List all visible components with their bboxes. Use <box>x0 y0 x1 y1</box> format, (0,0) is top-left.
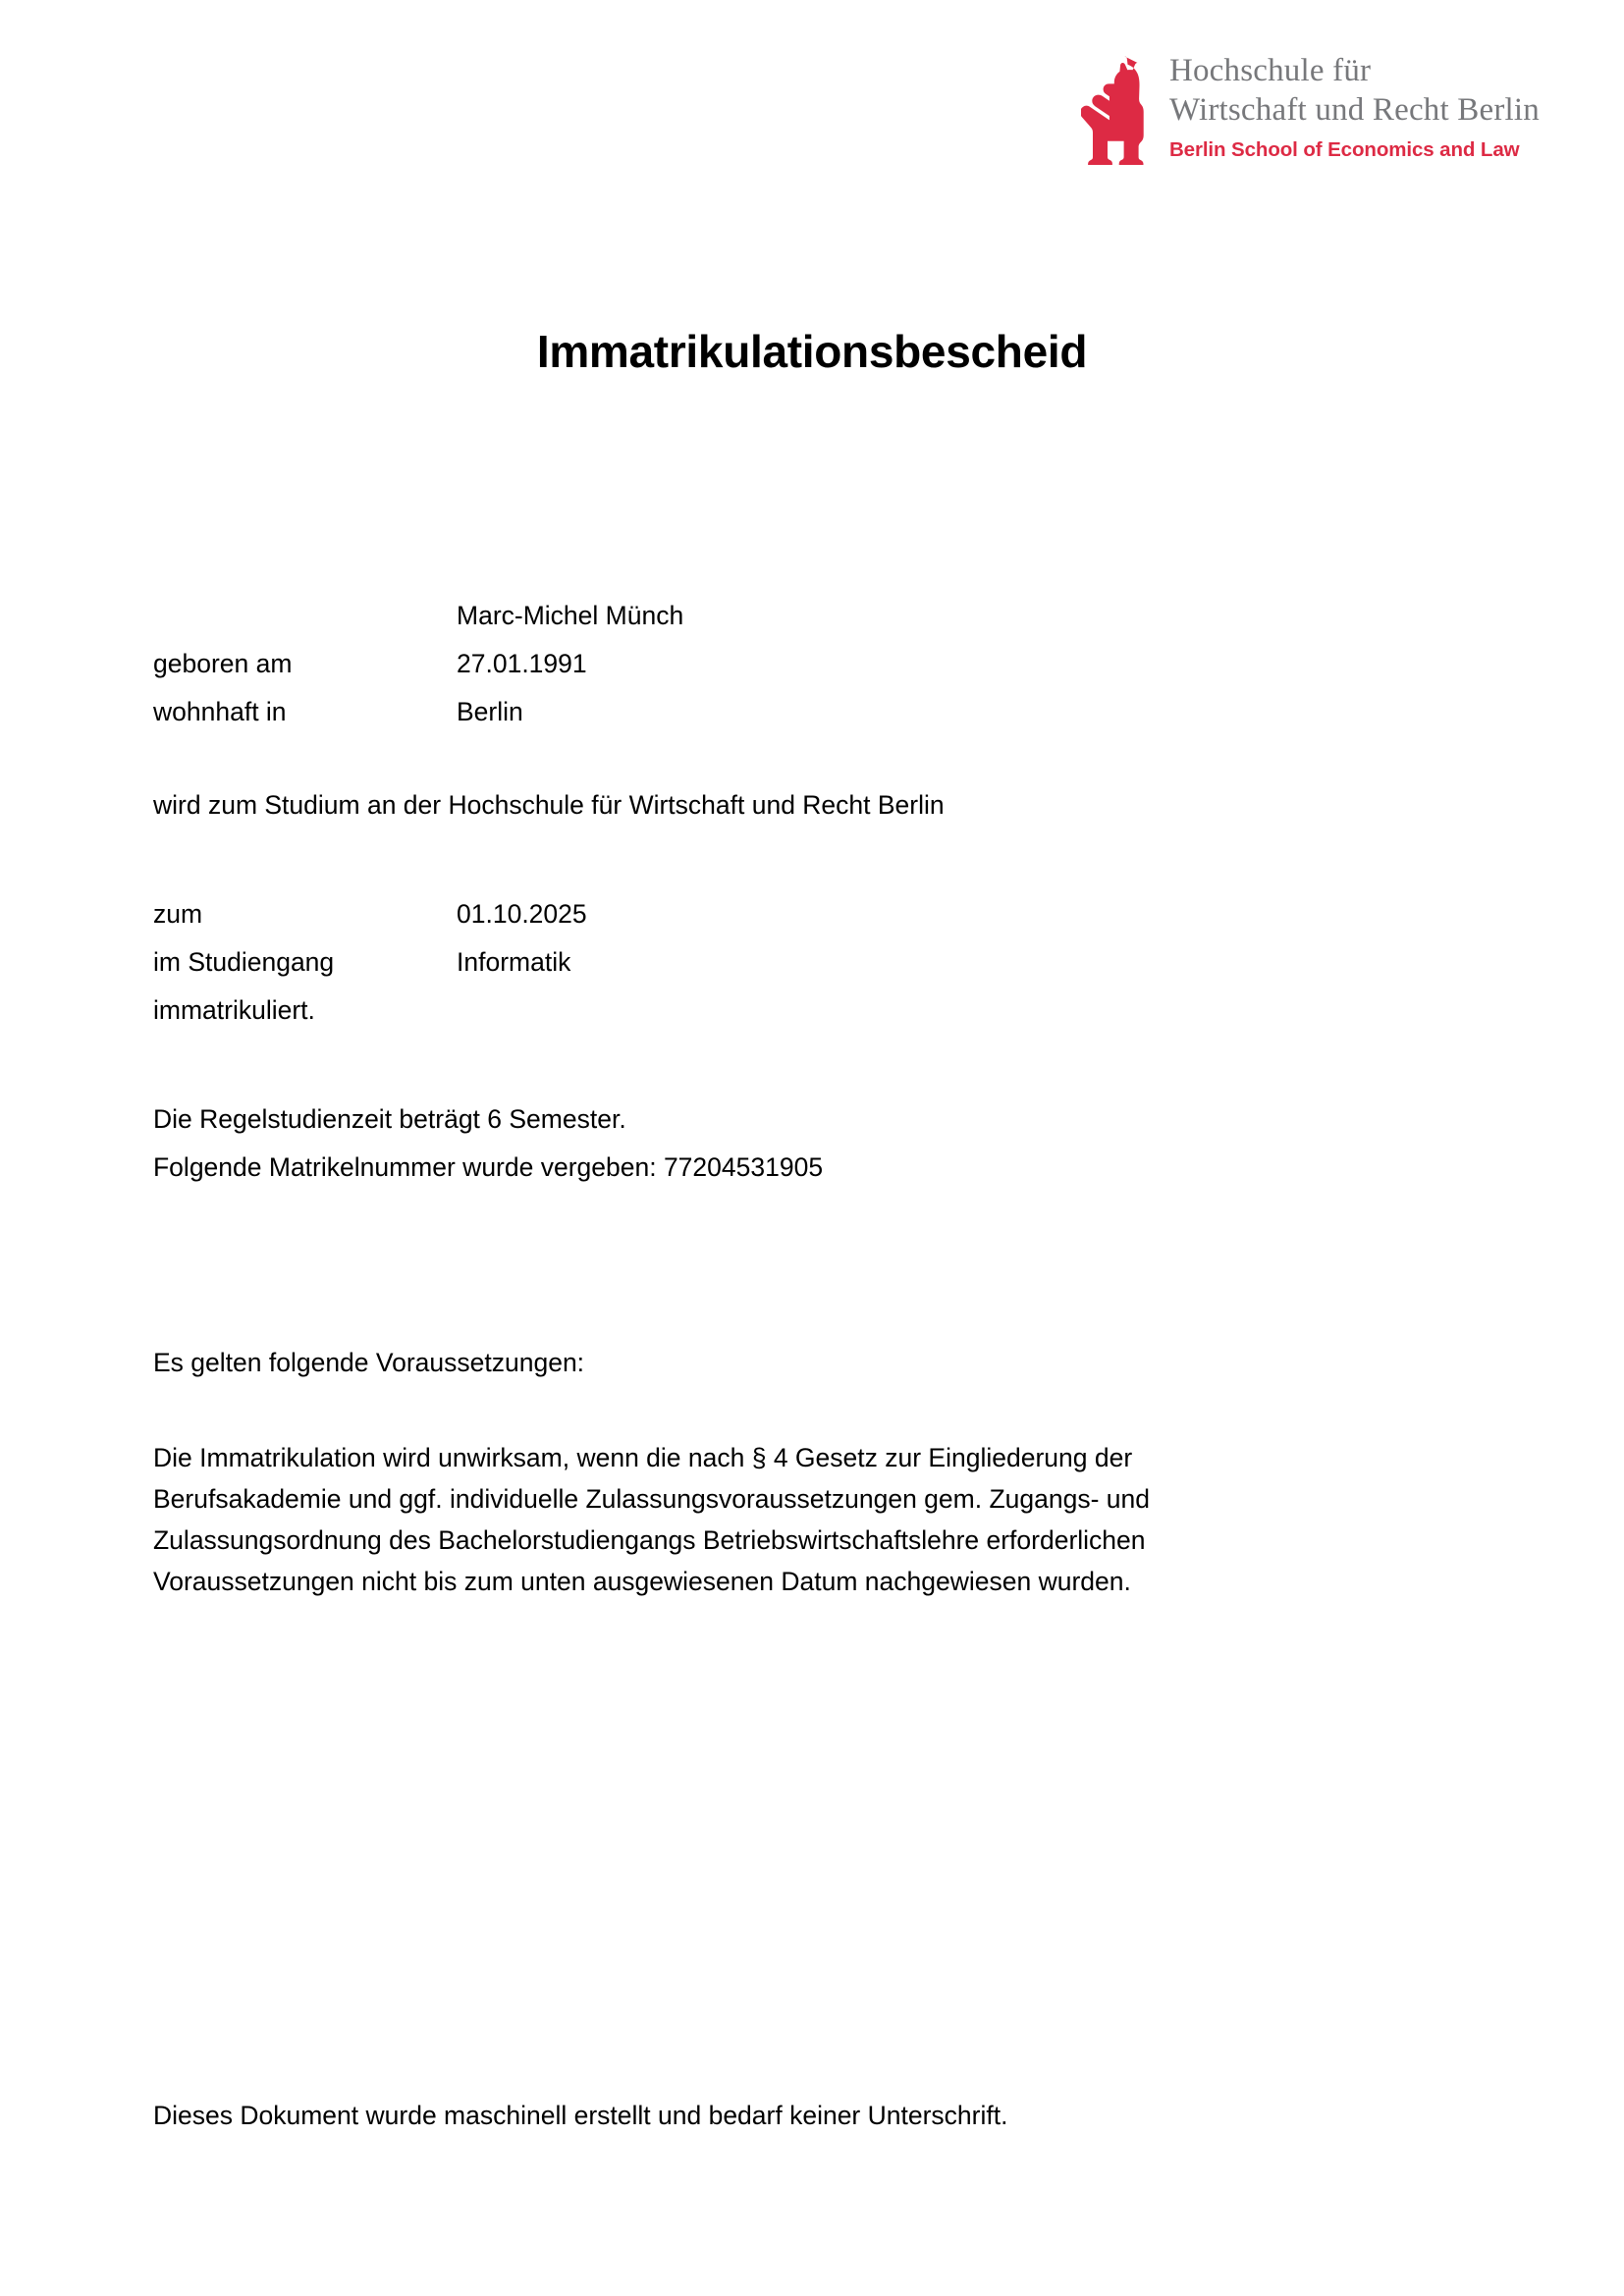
birth-date-value: 27.01.1991 <box>457 649 587 678</box>
conditions-paragraph-line: Zulassungsordnung des Bachelorstudiengangs Betriebswirtschaftslehre erforderlichen <box>153 1525 1146 1555</box>
conditions-paragraph-line: Die Immatrikulation wird unwirksam, wenn die nach § 4 Gesetz zur Eingliederung der <box>153 1443 1133 1472</box>
program-label: im Studiengang <box>153 947 335 977</box>
birth-date-row <box>153 645 1469 693</box>
page-title: Immatrikulationsbescheid <box>536 325 1088 377</box>
student-name-row <box>153 597 1469 645</box>
spacer <box>153 1040 1469 1100</box>
birth-date-label: geboren am <box>153 649 293 678</box>
spacer <box>153 1197 1469 1344</box>
institution-subtitle: Berlin School of Economics and Law <box>1168 138 1520 161</box>
residence-value: Berlin <box>457 697 523 726</box>
start-date-value: 01.10.2025 <box>457 899 587 929</box>
start-date-label: zum <box>153 899 203 929</box>
university-logo <box>1081 51 1540 165</box>
conditions-paragraph-line: Berufsakademie und ggf. individuelle Zulassungsvoraussetzungen gem. Zugangs- und <box>153 1484 1150 1514</box>
standard-duration-line: Die Regelstudienzeit beträgt 6 Semester. <box>153 1104 626 1134</box>
matriculation-number-line: Folgende Matrikelnummer wurde vergeben: 77204531905 <box>153 1152 824 1182</box>
program-row <box>153 943 1469 991</box>
residence-row <box>153 693 1469 741</box>
student-name-value: Marc-Michel Münch <box>457 601 684 630</box>
program-value: Informatik <box>457 947 571 977</box>
spacer <box>153 1392 1469 1437</box>
enrollment-closing-line: immatrikuliert. <box>153 995 315 1025</box>
institution-name-line-2: Wirtschaft und Recht Berlin <box>1168 92 1540 128</box>
institution-name-line-1: Hochschule für <box>1168 53 1372 88</box>
conditions-paragraph <box>153 1437 1253 1602</box>
start-date-row <box>153 895 1469 943</box>
spacer <box>153 741 1469 786</box>
conditions-paragraph-line: Voraussetzungen nicht bis zum unten ausgewiesenen Datum nachgewiesen wurden. <box>153 1567 1131 1596</box>
logo-text-block <box>1169 51 1540 165</box>
enrollment-intro-line: wird zum Studium an der Hochschule für Wirtschaft und Recht Berlin <box>153 790 945 820</box>
document-body <box>153 597 1469 1602</box>
residence-label: wohnhaft in <box>153 697 287 726</box>
berlin-bear-icon <box>1081 55 1148 165</box>
conditions-heading: Es gelten folgende Voraussetzungen: <box>153 1348 585 1377</box>
spacer <box>153 834 1469 895</box>
footer-note: Dieses Dokument wurde maschinell erstellt und bedarf keiner Unterschrift. <box>153 2101 1008 2130</box>
